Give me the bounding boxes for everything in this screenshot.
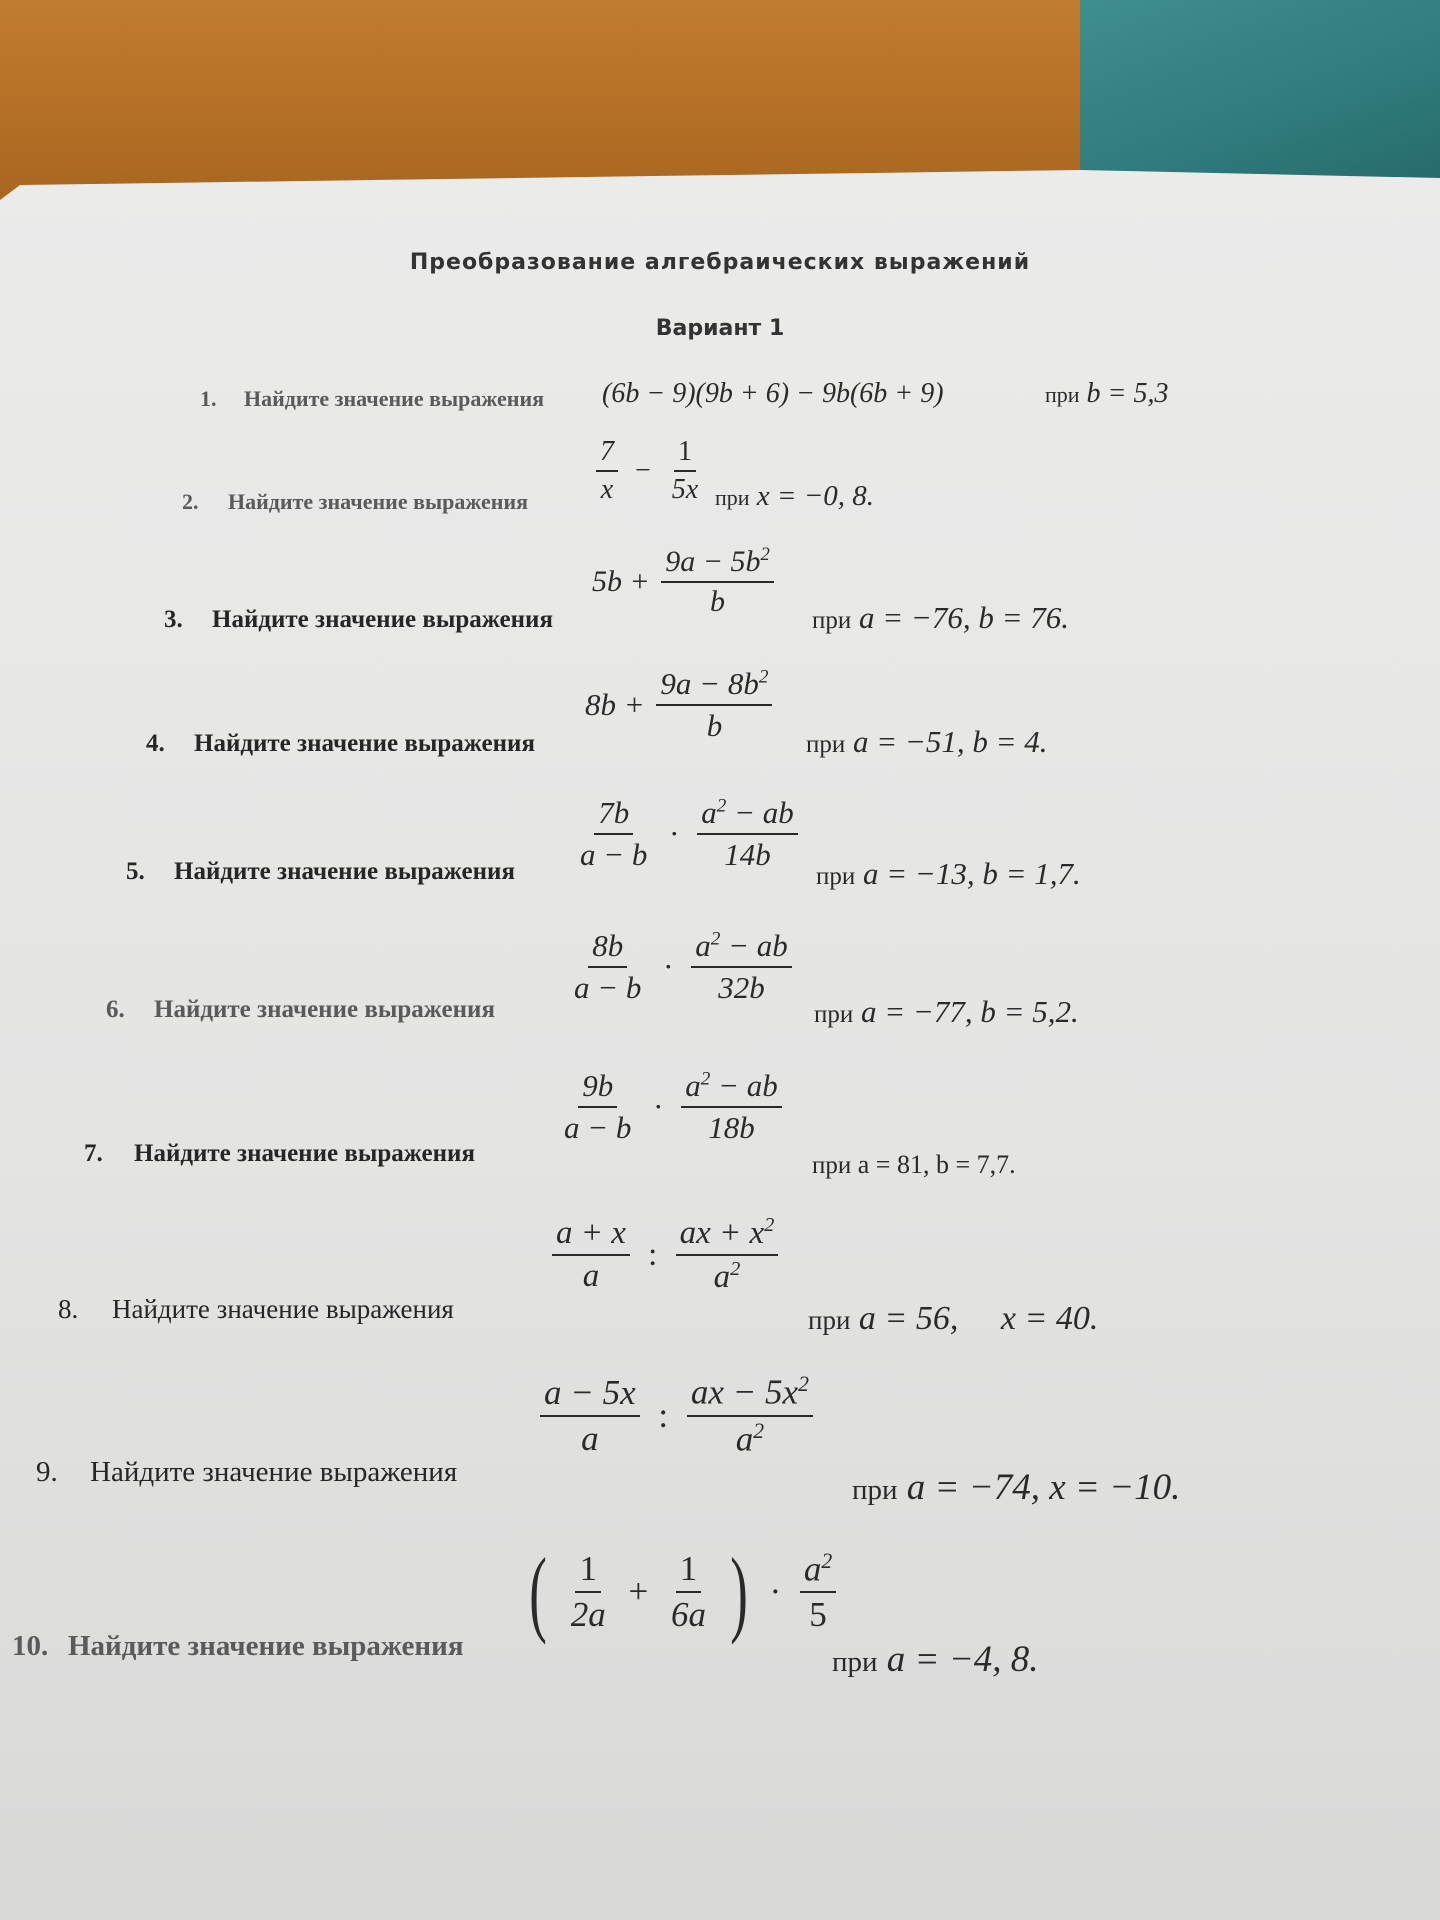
fraction: $\frac{1}{6a}$ bbox=[670, 1549, 706, 1634]
task-number: 8. bbox=[58, 1294, 79, 1324]
task-condition: при a = −77, b = 5,2. bbox=[814, 994, 1079, 1029]
fraction: $\frac{a - 5x}{a}$ bbox=[540, 1373, 640, 1459]
fraction: $\frac{9a - 8b^2}{b}$ bbox=[656, 666, 772, 744]
task-text: Найдите значение выражения bbox=[134, 1140, 475, 1167]
task-text: Найдите значение выражения bbox=[174, 858, 515, 885]
fraction: $\frac{7}{x}$ bbox=[596, 436, 618, 506]
task-expression: $\frac{8b}{a - b}$ · $\frac{a^2 - ab}{32b}$ bbox=[566, 928, 796, 1006]
task-expression: $\frac{a - 5x}{a}$ : $\frac{ax - 5x^2}{a^2}$ bbox=[536, 1372, 817, 1459]
task-condition: при a = −74, x = −10. bbox=[852, 1467, 1181, 1508]
task-expression: $\frac{9b}{a - b}$ · $\frac{a^2 - ab}{18b}$ bbox=[556, 1068, 786, 1146]
task-expression: $\frac{7}{x}$ − $\frac{1}{5x}$ bbox=[592, 436, 706, 506]
task-text: Найдите значение выражения bbox=[244, 386, 545, 411]
task-number: 4. bbox=[146, 730, 165, 757]
teal-book-cover bbox=[1080, 0, 1440, 200]
worksheet-title: Преобразование алгебраических выражений bbox=[409, 250, 1031, 275]
task-number: 9. bbox=[36, 1456, 58, 1488]
task-text: Найдите значение выражения bbox=[228, 489, 529, 514]
task-number: 7. bbox=[84, 1140, 103, 1167]
fraction: $\frac{ax - 5x^2}{a^2}$ bbox=[687, 1372, 813, 1459]
fraction: $\frac{9b}{a - b}$ bbox=[564, 1068, 632, 1145]
task-condition: при b = 5,3 bbox=[1045, 378, 1169, 409]
task-number: 5. bbox=[126, 858, 145, 885]
variant-heading: Вариант 1 bbox=[655, 316, 785, 341]
task-expression: (6b − 9)(9b + 6) − 9b(6b + 9) bbox=[602, 378, 944, 409]
task-expression: $\frac{7b}{a - b}$ · $\frac{a^2 - ab}{14b}$ bbox=[572, 795, 802, 873]
fraction: $\frac{a + x}{a}$ bbox=[552, 1215, 630, 1295]
task-condition: при a = −13, b = 1,7. bbox=[816, 856, 1081, 891]
task-text: Найдите значение выражения bbox=[68, 1630, 464, 1662]
fraction: $\frac{1}{5x}$ bbox=[671, 436, 699, 505]
fraction: $\frac{ax + x^2}{a^2}$ bbox=[676, 1214, 779, 1296]
task-condition: при a = −4, 8. bbox=[832, 1639, 1039, 1680]
fraction: $\frac{9a - 5b^2}{b}$ bbox=[661, 544, 774, 619]
task-text: Найдите значение выражения bbox=[212, 606, 553, 633]
fraction: $\frac{a^2 - ab}{14b}$ bbox=[697, 795, 798, 873]
task-expression: ( $\frac{1}{2a}$ + $\frac{1}{6a}$ ) · $\frac{a^2}{5}$ bbox=[522, 1544, 840, 1640]
task-text: Найдите значение выражения bbox=[194, 730, 535, 757]
fraction: $\frac{a^2 - ab}{32b}$ bbox=[691, 928, 792, 1006]
fraction: $\frac{a^2}{5}$ bbox=[800, 1549, 836, 1636]
task-number: 10. bbox=[12, 1630, 49, 1662]
wooden-desk bbox=[0, 0, 1090, 200]
task-expression: $\frac{a + x}{a}$ : $\frac{ax + x^2}{a^2}$ bbox=[548, 1214, 782, 1296]
task-text: Найдите значение выражения bbox=[90, 1456, 458, 1488]
fraction: $\frac{1}{2a}$ bbox=[570, 1549, 606, 1634]
task-condition: при a = −51, b = 4. bbox=[806, 724, 1048, 759]
task-expression: 8b + $\frac{9a - 8b^2}{b}$ bbox=[585, 666, 776, 744]
task-number: 1. bbox=[200, 386, 217, 411]
fraction: $\frac{7b}{a - b}$ bbox=[580, 795, 648, 872]
task-number: 3. bbox=[164, 606, 183, 633]
task-condition: при a = 81, b = 7,7. bbox=[812, 1150, 1016, 1179]
task-expression: 5b + $\frac{9a - 5b^2}{b}$ bbox=[592, 544, 778, 619]
task-condition: при a = 56, x = 40. bbox=[808, 1300, 1099, 1337]
task-condition: при x = −0, 8. bbox=[715, 480, 875, 512]
task-number: 2. bbox=[182, 489, 199, 514]
task-number: 6. bbox=[106, 996, 125, 1023]
fraction: $\frac{a^2 - ab}{18b}$ bbox=[681, 1068, 782, 1146]
task-condition: при a = −76, b = 76. bbox=[812, 600, 1070, 635]
fraction: $\frac{8b}{a - b}$ bbox=[574, 928, 642, 1005]
task-text: Найдите значение выражения bbox=[112, 1294, 454, 1324]
task-text: Найдите значение выражения bbox=[154, 996, 495, 1023]
